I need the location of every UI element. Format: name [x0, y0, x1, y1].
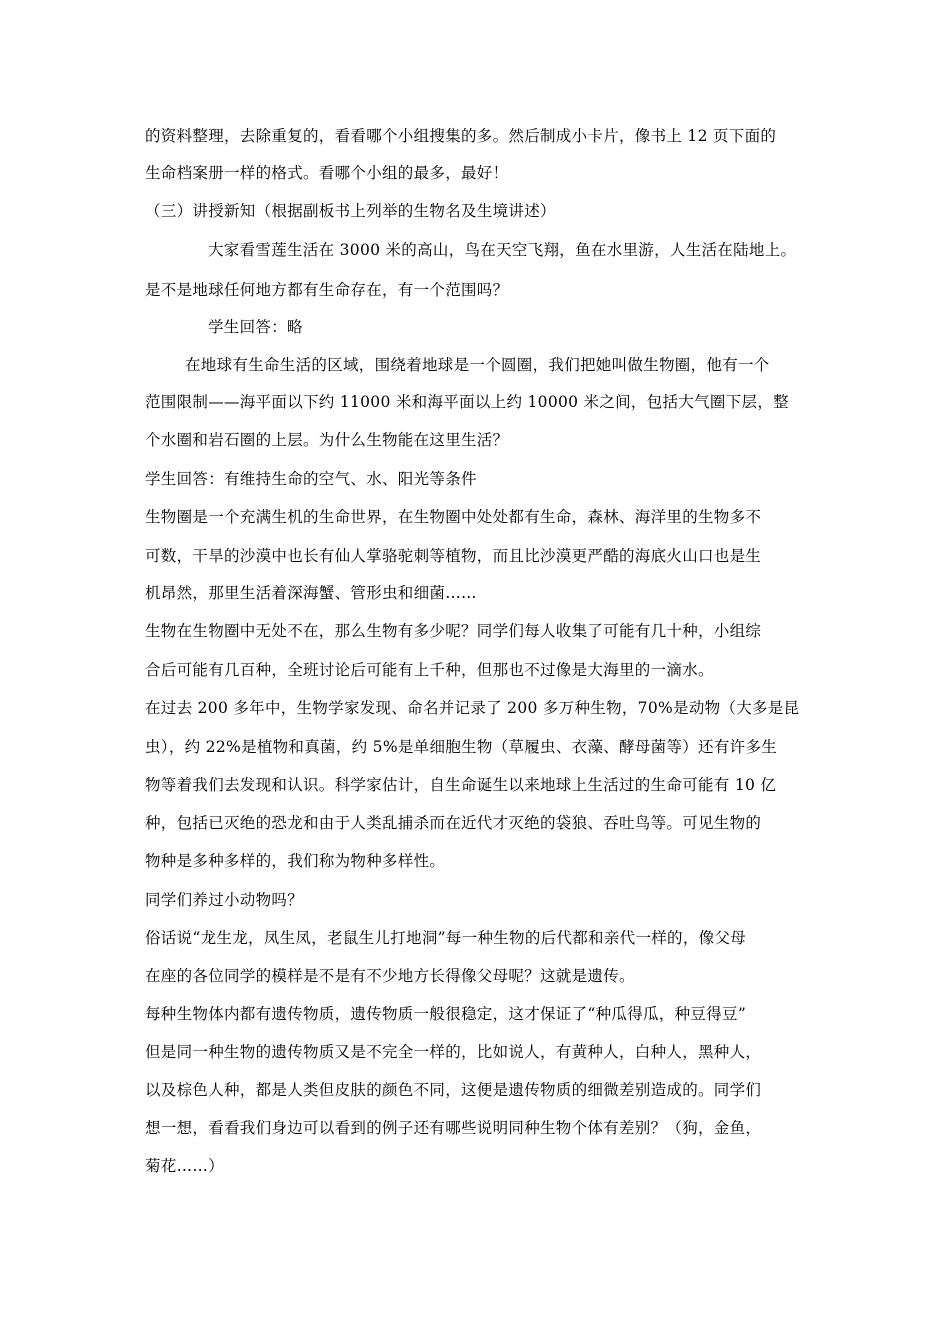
text-line: 可数，干旱的沙漠中也长有仙人掌骆驼刺等植物，而且比沙漠更严酷的海底火山口也是生 [145, 547, 762, 565]
text-line: 生物在生物圈中无处不在，那么生物有多少呢？同学们每人收集了可能有几十种，小组综 [145, 622, 762, 640]
text-line: 想一想，看看我们身边可以看到的例子还有哪些说明同种生物个体有差别？（狗，金鱼， [145, 1119, 762, 1137]
text-line: 在座的各位同学的模样是不是有不少地方长得像父母呢？这就是遗传。 [145, 967, 635, 985]
text-line: 以及棕色人种，都是人类但皮肤的颜色不同，这便是遗传物质的细微差别造成的。同学们 [145, 1081, 762, 1099]
text-line: 在地球有生命生活的区域，围绕着地球是一个圆圈，我们把她叫做生物圈，他有一个 [185, 356, 770, 374]
text-line: 个水圈和岩石圈的上层。为什么生物能在这里生活？ [145, 431, 509, 449]
text-line: 大家看雪莲生活在 3000 米的高山，鸟在天空飞翔，鱼在水里游，人生活在陆地上。 [208, 241, 797, 259]
text-line: 菊花……） [145, 1157, 225, 1175]
text-line: 学生回答：略 [208, 318, 303, 336]
text-line: 生物圈是一个充满生机的生命世界，在生物圈中处处都有生命，森林、海洋里的生物多不 [145, 508, 762, 526]
text-line: 物种是多种多样的，我们称为物种多样性。 [145, 852, 446, 870]
section-heading: （三）讲授新知（根据副板书上列举的生物名及生境讲述） [145, 202, 556, 220]
text-line: 但是同一种生物的遗传物质又是不完全一样的，比如说人，有黄种人，白种人，黑种人， [145, 1043, 762, 1061]
text-line: 学生回答：有维持生命的空气、水、阳光等条件 [145, 470, 477, 488]
text-line: 在过去 200 多年中，生物学家发现、命名并记录了 200 多万种生物，70%是动物（大多是昆 [145, 699, 800, 717]
text-line: 俗话说“龙生龙，凤生凤，老鼠生儿打地洞”每一种生物的后代都和亲代一样的，像父母 [145, 929, 747, 947]
text-line: 虫），约 22%是植物和真菌，约 5%是单细胞生物（草履虫、衣藻、酵母菌等）还有许多生 [145, 738, 778, 756]
text-line: 范围限制——海平面以下约 11000 米和海平面以上约 10000 米之间，包括大气圈下层，整 [145, 393, 789, 411]
text-line: 物等着我们去发现和认识。科学家估计，自生命诞生以来地球上生活过的生命可能有 10 亿 [145, 776, 777, 794]
text-line: 的资料整理，去除重复的，看看哪个小组搜集的多。然后制成小卡片，像书上 12 页下面的 [145, 127, 777, 145]
text-line: 同学们养过小动物吗？ [145, 891, 304, 909]
text-line: 种，包括已灭绝的恐龙和由于人类乱捕杀而在近代才灭绝的袋狼、吞吐鸟等。可见生物的 [145, 814, 762, 832]
text-line: 每种生物体内都有遗传物质，遗传物质一般很稳定，这才保证了“种瓜得瓜，种豆得豆” [145, 1005, 747, 1023]
text-line: 合后可能有几百种，全班讨论后可能有上千种，但那也不过像是大海里的一滴水。 [145, 661, 714, 679]
text-line: 机昂然，那里生活着深海蟹、管形虫和细菌…… [145, 584, 477, 602]
text-line: 生命档案册一样的格式。看哪个小组的最多，最好！ [145, 164, 509, 182]
text-line: 是不是地球任何地方都有生命存在，有一个范围吗？ [145, 281, 509, 299]
